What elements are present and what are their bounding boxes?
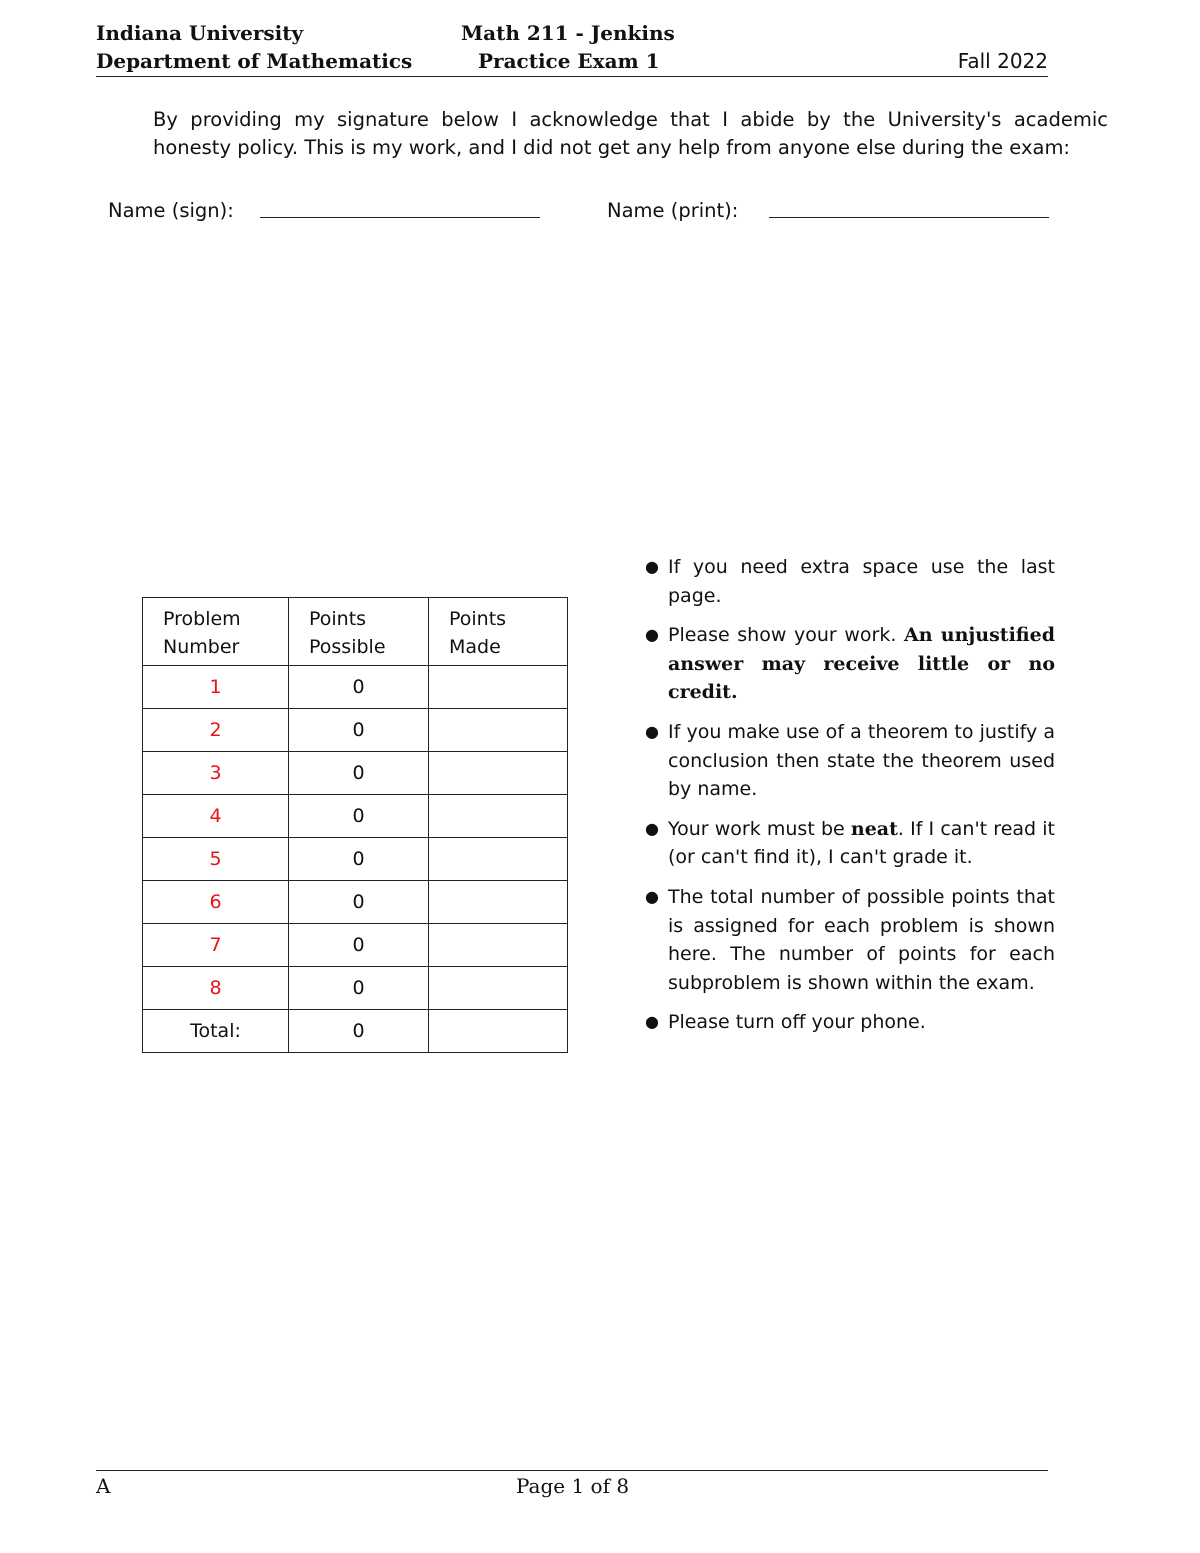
- bullet-icon: ●: [645, 557, 659, 576]
- total-possible: 0: [289, 1010, 429, 1053]
- points-made: [429, 924, 568, 967]
- name-print-label: Name (print):: [607, 199, 739, 222]
- exam-title: Practice Exam 1: [478, 49, 660, 73]
- points-made: [429, 967, 568, 1010]
- instruction-text: Your work must be: [668, 817, 851, 840]
- instruction-bold-text: neat: [850, 817, 898, 840]
- instruction-text-cont: . If I can't read it (or can't find it), I can't grade it.: [668, 817, 1055, 869]
- list-item: [643, 718, 1055, 804]
- total-made: [429, 1010, 568, 1053]
- header-points-made: [429, 598, 568, 666]
- footer-rule: [96, 1470, 1048, 1471]
- page-number: Page 1 of 8: [516, 1474, 630, 1498]
- points-possible: 0: [289, 795, 429, 838]
- list-item: [643, 1008, 1055, 1037]
- grade-table-header: [143, 598, 568, 666]
- problem-link[interactable]: 4: [143, 795, 289, 838]
- problem-link[interactable]: 1: [143, 666, 289, 709]
- instruction-text: If you need extra space use the last page.: [668, 556, 1055, 607]
- problem-link[interactable]: 2: [143, 709, 289, 752]
- table-row: [143, 666, 568, 709]
- list-item: [643, 883, 1055, 997]
- department-name: Department of Mathematics: [96, 49, 413, 73]
- table-row: [143, 881, 568, 924]
- name-print-line[interactable]: [769, 217, 1049, 218]
- header-problem-number: [143, 598, 289, 666]
- points-possible: 0: [289, 752, 429, 795]
- table-row: [143, 795, 568, 838]
- points-made: [429, 795, 568, 838]
- list-item: [643, 621, 1055, 707]
- table-total-row: [143, 1010, 568, 1053]
- points-possible: 0: [289, 967, 429, 1010]
- grade-table: [142, 597, 568, 1053]
- points-made: [429, 666, 568, 709]
- points-made: [429, 881, 568, 924]
- table-row: [143, 838, 568, 881]
- problem-link[interactable]: 3: [143, 752, 289, 795]
- instruction-text: If you make use of a theorem to justify a conclusion then state the theorem used by name.: [668, 720, 1055, 801]
- bullet-icon: ●: [645, 1012, 659, 1032]
- name-sign-line[interactable]: [260, 217, 540, 218]
- table-row: [143, 752, 568, 795]
- exam-version: A: [96, 1474, 111, 1498]
- header-points-possible: [289, 598, 429, 666]
- instruction-text: The total number of possible points that is assigned for each problem is shown here. The number of points for each subproblem is shown within the exam.: [668, 885, 1055, 994]
- problem-link[interactable]: 6: [143, 881, 289, 924]
- name-sign-label: Name (sign):: [108, 199, 234, 222]
- header-problem-line2: Number: [163, 636, 240, 658]
- instruction-text: Please show your work.: [668, 624, 905, 647]
- total-label: Total:: [143, 1010, 289, 1053]
- pledge-line-2: honesty policy. This is my work, and I did not get any help from anyone else during the exam:: [153, 136, 1071, 159]
- points-possible: 0: [289, 666, 429, 709]
- pledge-line-1: By providing my signature below I acknowledge that I abide by the University's academic: [153, 108, 1108, 131]
- list-item: [643, 553, 1055, 610]
- points-possible: 0: [289, 924, 429, 967]
- header-made-line1: Points: [449, 608, 507, 630]
- points-made: [429, 838, 568, 881]
- instructions-list: [643, 553, 1055, 1048]
- header-made-line2: Made: [449, 636, 501, 658]
- points-possible: 0: [289, 838, 429, 881]
- points-made: [429, 709, 568, 752]
- bullet-icon: ●: [645, 625, 659, 645]
- bullet-icon: ●: [645, 818, 659, 838]
- list-item: [643, 815, 1055, 872]
- exam-term: Fall 2022: [957, 49, 1048, 73]
- problem-link[interactable]: 5: [143, 838, 289, 881]
- header-rule: [96, 76, 1048, 77]
- bullet-icon: ●: [645, 721, 659, 741]
- table-row: [143, 924, 568, 967]
- header-problem-line1: Problem: [163, 608, 241, 630]
- header-possible-line1: Points: [309, 608, 367, 630]
- header-possible-line2: Possible: [309, 636, 386, 658]
- instruction-bold-text: An unjustified answer may receive little or no credit.: [668, 624, 1055, 704]
- university-name: Indiana University: [96, 21, 304, 45]
- table-row: [143, 709, 568, 752]
- points-possible: 0: [289, 709, 429, 752]
- course-title: Math 211 - Jenkins: [461, 21, 675, 45]
- problem-link[interactable]: 8: [143, 967, 289, 1010]
- instruction-text: Please turn off your phone.: [668, 1011, 926, 1034]
- table-row: [143, 967, 568, 1010]
- points-made: [429, 752, 568, 795]
- bullet-icon: ●: [645, 886, 659, 906]
- honesty-pledge: [153, 106, 1108, 162]
- points-possible: 0: [289, 881, 429, 924]
- problem-link[interactable]: 7: [143, 924, 289, 967]
